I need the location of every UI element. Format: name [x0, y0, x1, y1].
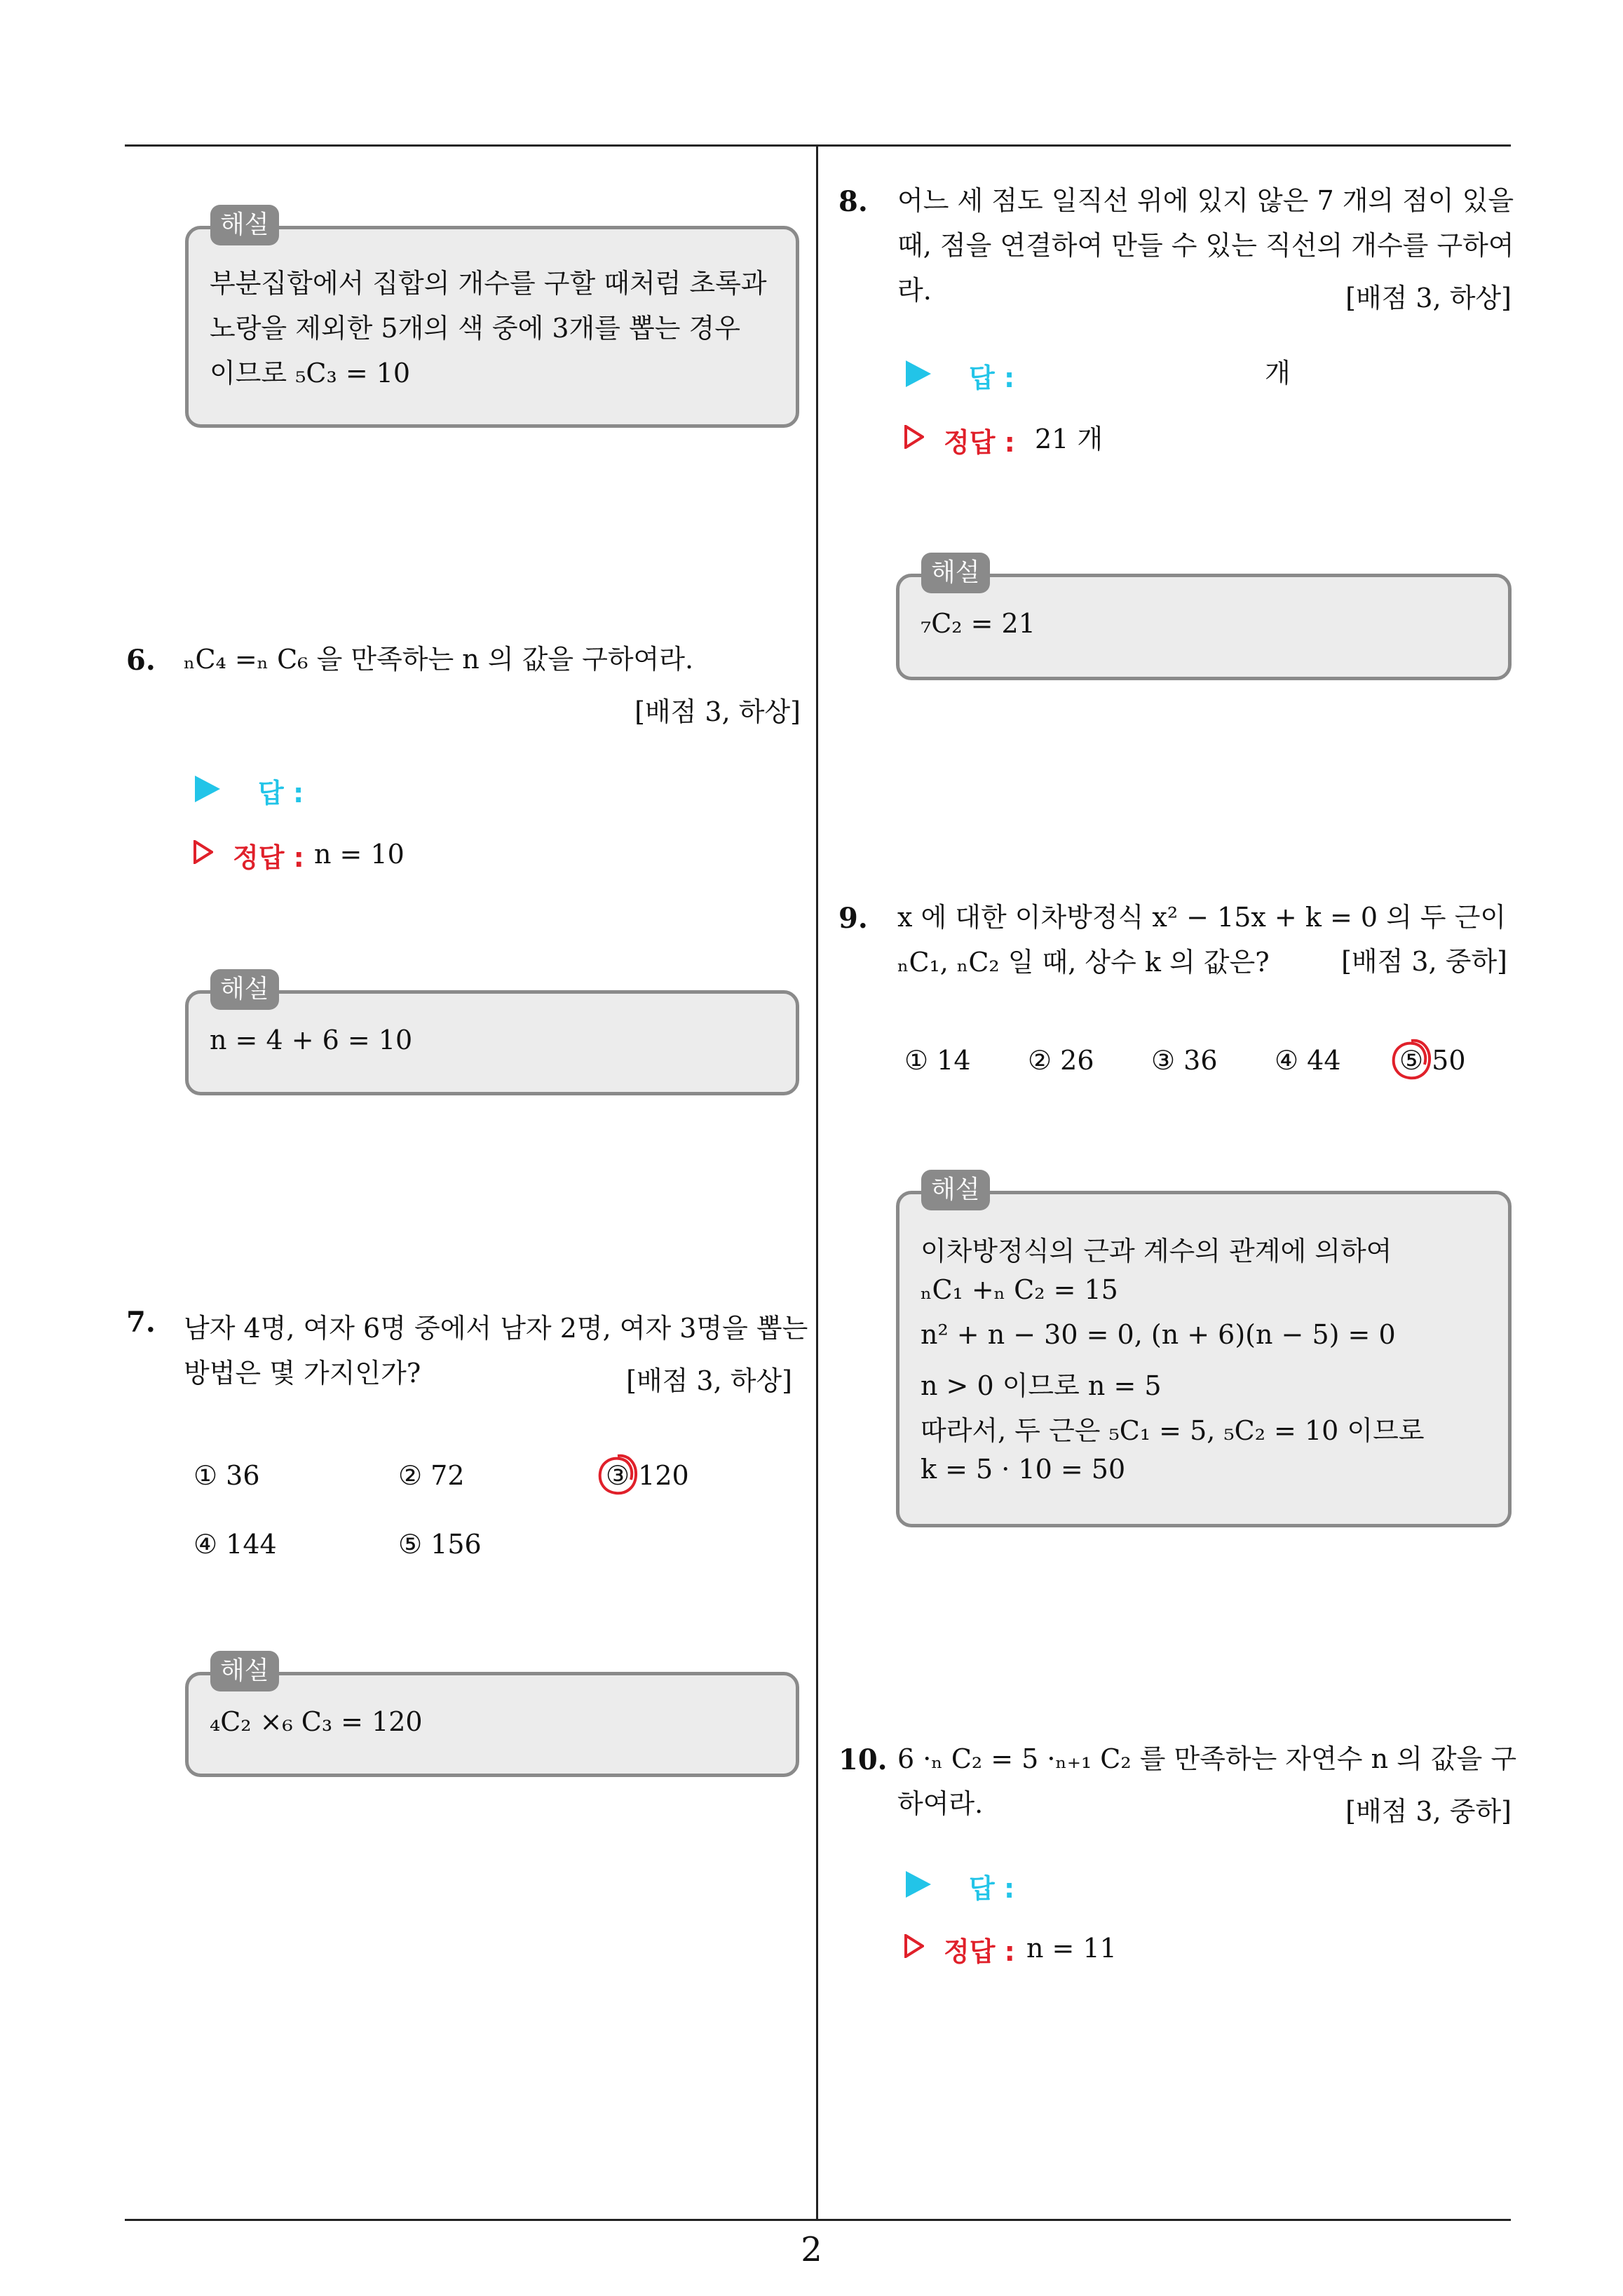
explanation-box-q6 — [185, 990, 799, 1095]
explanation-tag: 해설 — [210, 969, 279, 1010]
correct-value: n = 11 — [1026, 1933, 1117, 1964]
question-number: 7. — [126, 1306, 156, 1339]
explanation-line: n > 0 이므로 n = 5 — [921, 1370, 1162, 1401]
selected-answer-mark-icon — [595, 1452, 641, 1498]
question-text: 하여라. — [897, 1788, 984, 1819]
correct-arrow-icon — [193, 840, 213, 864]
explanation-line: ₇C₂ = 21 — [921, 608, 1035, 639]
option-4[interactable]: ④ 44 — [1275, 1045, 1341, 1076]
question-text: 때, 점을 연결하여 만들 수 있는 직선의 개수를 구하여 — [897, 230, 1514, 261]
answer-arrow-icon — [195, 776, 220, 802]
option-5[interactable]: ⑤ 50 — [1399, 1045, 1466, 1076]
explanation-box-q7 — [185, 1672, 799, 1777]
column-divider — [816, 144, 818, 2220]
question-score: [배점 3, 중하] — [1341, 946, 1507, 977]
question-number: 10. — [838, 1743, 888, 1776]
question-score: [배점 3, 하상] — [626, 1365, 792, 1396]
correct-label: 정답 : — [944, 427, 1015, 458]
explanation-line: ₙC₁ +ₙ C₂ = 15 — [921, 1274, 1118, 1305]
explanation-tag: 해설 — [210, 1651, 279, 1691]
question-number: 6. — [126, 644, 156, 677]
option-1[interactable]: ① 36 — [193, 1460, 260, 1491]
option-4[interactable]: ④ 144 — [193, 1529, 277, 1560]
explanation-box-q8 — [896, 574, 1512, 680]
explanation-tag: 해설 — [921, 553, 990, 593]
page-number: 2 — [801, 2230, 822, 2269]
explanation-tag: 해설 — [210, 205, 279, 245]
answer-unit: 개 — [1265, 358, 1291, 389]
answer-arrow-icon — [906, 360, 931, 387]
option-5[interactable]: ⑤ 156 — [398, 1529, 482, 1560]
question-text: 6 ·ₙ C₂ = 5 ·ₙ₊₁ C₂ 를 만족하는 자연수 n 의 값을 구 — [897, 1743, 1517, 1774]
option-1[interactable]: ① 14 — [904, 1045, 971, 1076]
question-text: 남자 4명, 여자 6명 중에서 남자 2명, 여자 3명을 뽑는 — [184, 1313, 808, 1344]
option-3[interactable]: ③ 36 — [1151, 1045, 1218, 1076]
option-2[interactable]: ② 72 — [398, 1460, 465, 1491]
question-text: 방법은 몇 가지인가? — [184, 1358, 421, 1389]
question-text: x 에 대한 이차방정식 x² − 15x + k = 0 의 두 근이 — [897, 902, 1507, 933]
explanation-line: 이므로 ₅C₃ = 10 — [210, 358, 411, 389]
question-text: 어느 세 점도 일직선 위에 있지 않은 7 개의 점이 있을 — [897, 185, 1514, 216]
correct-arrow-icon — [904, 1934, 924, 1958]
question-score: [배점 3, 중하] — [1345, 1796, 1512, 1827]
explanation-line: ₄C₂ ×₆ C₃ = 120 — [210, 1706, 423, 1737]
correct-label: 정답 : — [233, 842, 304, 873]
explanation-line: 이차방정식의 근과 계수의 관계에 의하여 — [921, 1236, 1392, 1267]
correct-value: 21 개 — [1035, 424, 1103, 454]
explanation-line: k = 5 · 10 = 50 — [921, 1454, 1126, 1485]
question-number: 8. — [838, 185, 868, 218]
option-3[interactable]: ③ 120 — [606, 1460, 689, 1491]
answer-label: 답 : — [969, 363, 1015, 393]
question-text: 라. — [897, 275, 932, 306]
explanation-line: 노랑을 제외한 5개의 색 중에 3개를 뽑는 경우 — [210, 313, 740, 344]
answer-arrow-icon — [906, 1871, 931, 1898]
explanation-line: n² + n − 30 = 0, (n + 6)(n − 5) = 0 — [921, 1319, 1396, 1350]
question-score: [배점 3, 하상] — [1345, 283, 1512, 313]
question-number: 9. — [838, 902, 868, 935]
correct-arrow-icon — [904, 425, 924, 449]
explanation-line: n = 4 + 6 = 10 — [210, 1025, 413, 1055]
question-score: [배점 3, 하상] — [634, 696, 801, 727]
option-2[interactable]: ② 26 — [1028, 1045, 1094, 1076]
question-text: ₙC₁, ₙC₂ 일 때, 상수 k 의 값은? — [897, 947, 1270, 978]
correct-label: 정답 : — [944, 1936, 1015, 1967]
selected-answer-mark-icon — [1388, 1036, 1434, 1083]
explanation-line: 따라서, 두 근은 ₅C₁ = 5, ₅C₂ = 10 이므로 — [921, 1415, 1425, 1446]
explanation-tag: 해설 — [921, 1170, 990, 1210]
correct-value: n = 10 — [314, 839, 405, 870]
answer-label: 답 : — [969, 1873, 1015, 1904]
explanation-box-q5 — [185, 226, 799, 428]
answer-label: 답 : — [258, 778, 304, 809]
explanation-line: 부분집합에서 집합의 개수를 구할 때처럼 초록과 — [210, 268, 767, 299]
question-text: ₙC₄ =ₙ C₆ 을 만족하는 n 의 값을 구하여라. — [184, 644, 694, 675]
explanation-box-q9 — [896, 1191, 1512, 1527]
